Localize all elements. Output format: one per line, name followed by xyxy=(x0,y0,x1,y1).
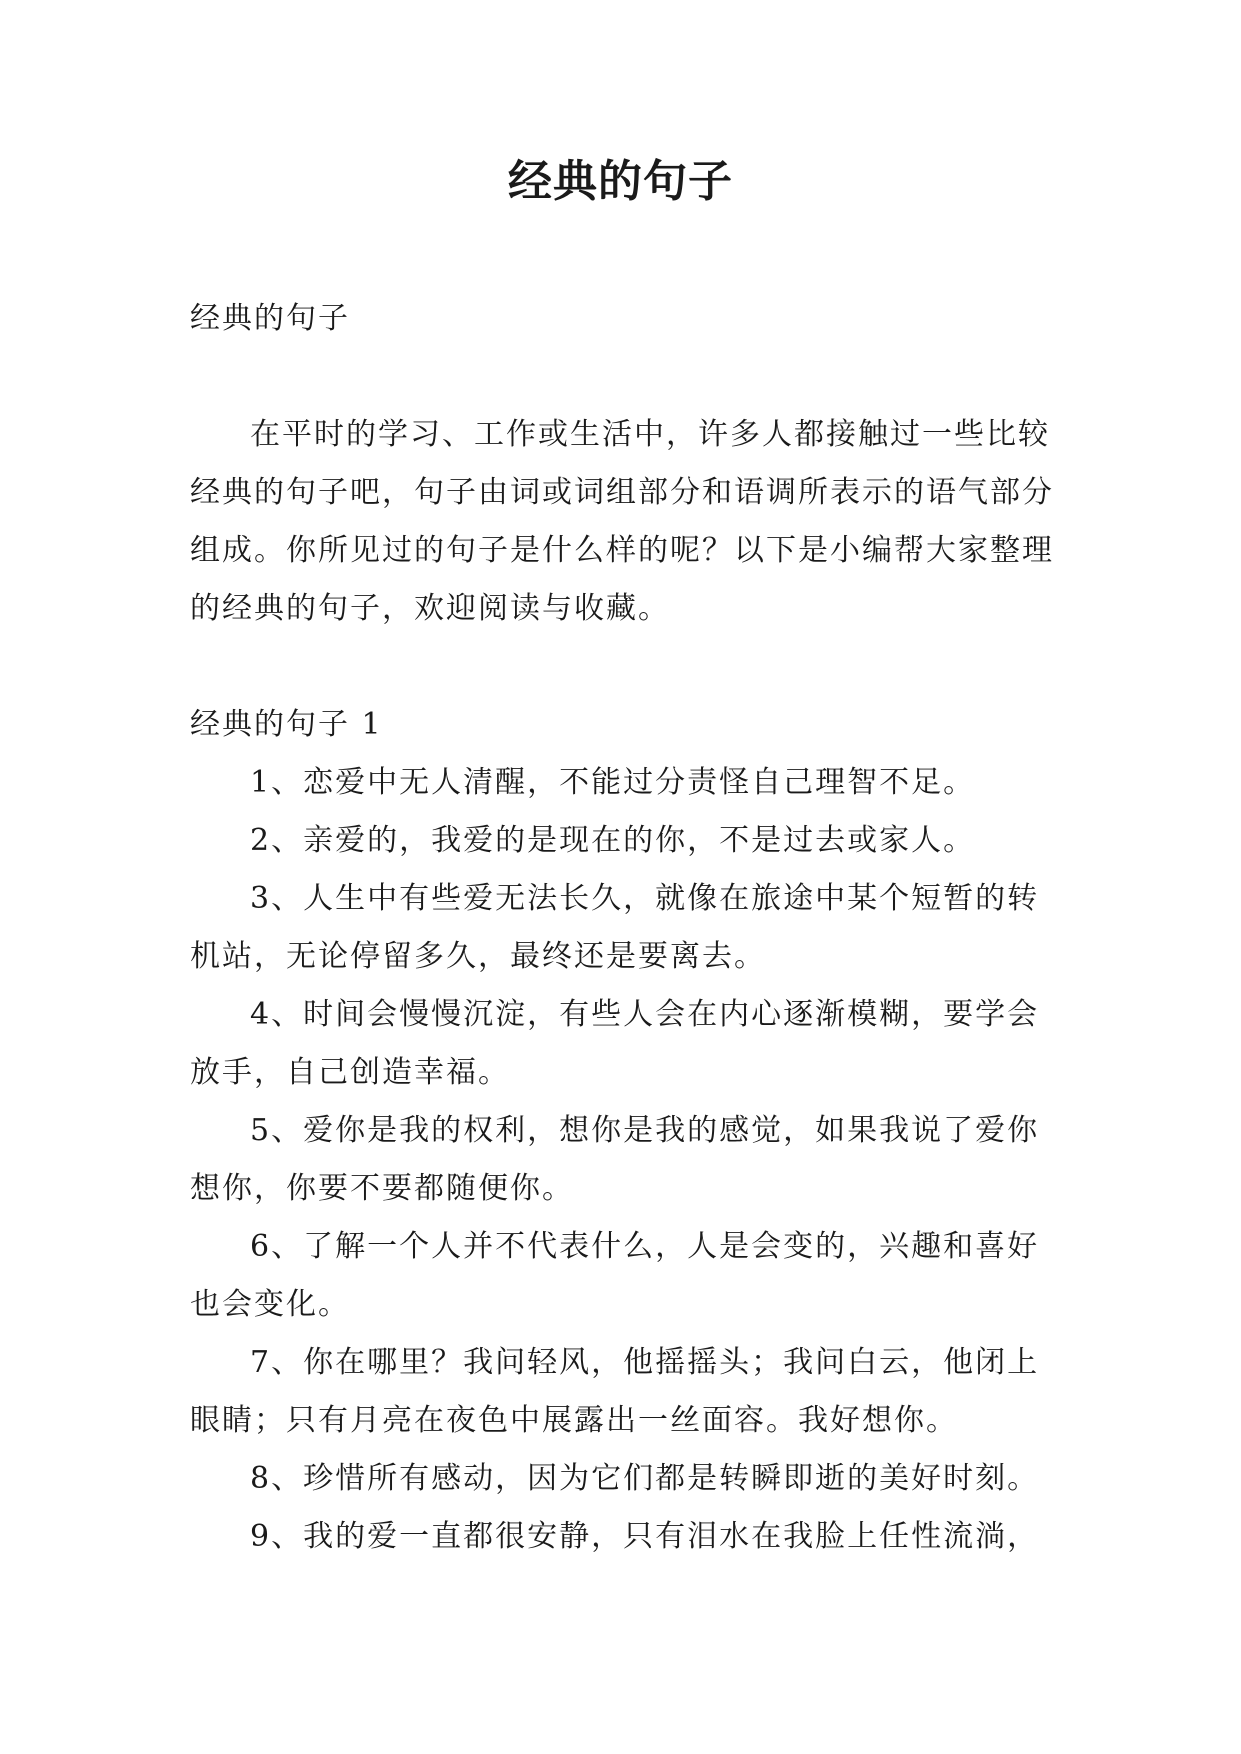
list-item: 3、人生中有些爱无法长久，就像在旅途中某个短暂的转机站，无论停留多久，最终还是要离去。 xyxy=(190,881,1040,974)
list-item: 9、我的爱一直都很安静，只有泪水在我脸上任性流淌， xyxy=(250,1519,1040,1554)
list-item: 7、你在哪里？我问轻风，他摇摇头；我问白云，他闭上眼睛；只有月亮在夜色中展露出一丝面容。我好想你。 xyxy=(190,1345,1040,1438)
document-subtitle: 经典的句子 xyxy=(190,301,350,336)
intro-paragraph: 在平时的学习、工作或生活中，许多人都接触过一些比较经典的句子吧，句子由词或词组部分和语调所表示的语气部分组成。你所见过的句子是什么样的呢？以下是小编帮大家整理的经典的句子，欢迎阅读与收藏。 xyxy=(190,417,1054,626)
list-item: 1、恋爱中无人清醒，不能过分责怪自己理智不足。 xyxy=(250,765,976,800)
list-item: 4、时间会慢慢沉淀，有些人会在内心逐渐模糊，要学会放手，自己创造幸福。 xyxy=(190,997,1040,1090)
list-item: 2、亲爱的，我爱的是现在的你，不是过去或家人。 xyxy=(250,823,976,858)
section-heading: 经典的句子 1 xyxy=(190,707,383,742)
list-item: 5、爱你是我的权利，想你是我的感觉，如果我说了爱你想你，你要不要都随便你。 xyxy=(190,1113,1040,1206)
list-item: 6、了解一个人并不代表什么，人是会变的，兴趣和喜好也会变化。 xyxy=(190,1229,1040,1322)
list-item: 8、珍惜所有感动，因为它们都是转瞬即逝的美好时刻。 xyxy=(250,1461,1040,1496)
document-title: 经典的句子 xyxy=(508,156,733,207)
document-body xyxy=(190,290,1055,1566)
